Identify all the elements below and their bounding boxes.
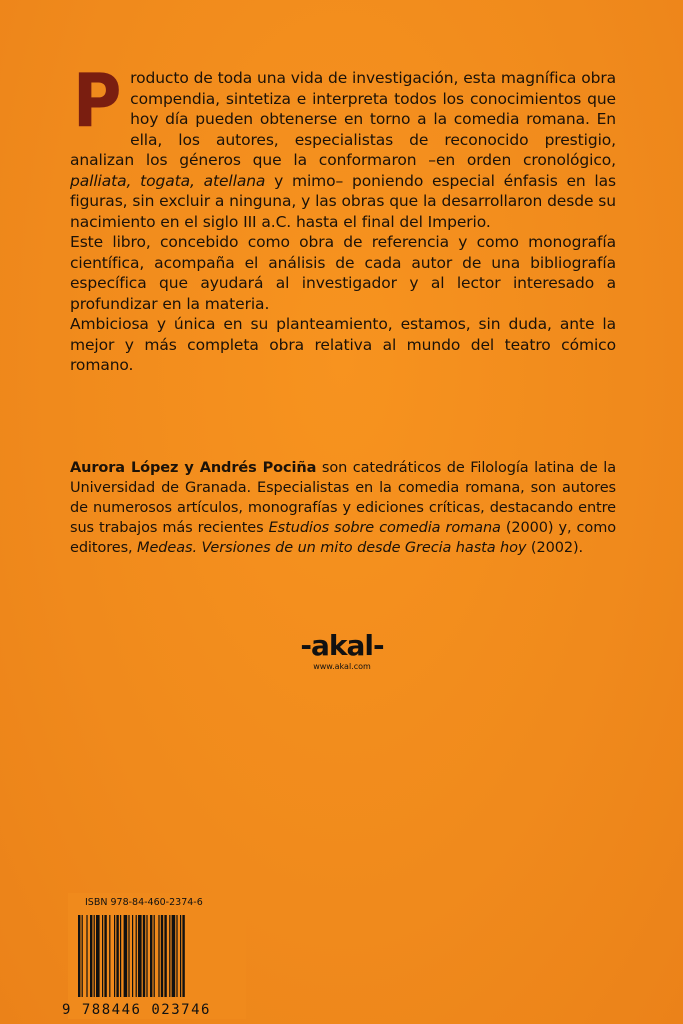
blurb-p1-lead: roducto de toda una vida de investigación, esta magnífica obra compendia, sintetiza e interpreta todos los conocimientos que hoy día pueden obtenerse en torno a la comedia romana. En ella, los autores, especialistas de reconocido prestigio, analizan los géneros que la conformaron –en orden cronológico, bbox=[70, 69, 616, 169]
authors-bio bbox=[70, 458, 616, 558]
barcode-bar bbox=[104, 915, 106, 997]
barcode-bar bbox=[90, 915, 92, 997]
publisher-logo bbox=[296, 630, 388, 672]
barcode-bar bbox=[114, 915, 115, 997]
barcode-bar bbox=[120, 915, 121, 997]
barcode-bar bbox=[116, 915, 118, 997]
authors-bio-text-3: (2002). bbox=[526, 540, 584, 556]
barcode-bar bbox=[146, 915, 147, 997]
barcode-bar bbox=[109, 915, 110, 997]
barcode-bar bbox=[94, 915, 95, 997]
barcode-bar bbox=[143, 915, 145, 997]
barcode-bar bbox=[136, 915, 137, 997]
barcode-bar bbox=[78, 915, 80, 997]
barcode-bar bbox=[182, 915, 184, 997]
barcode-bar bbox=[132, 915, 133, 997]
barcode-bar bbox=[86, 915, 87, 997]
author-names: Aurora López y Andrés Pociña bbox=[70, 460, 317, 476]
barcode bbox=[68, 893, 246, 1019]
barcode-bar bbox=[172, 915, 176, 997]
blurb-p1-rest: y mimo– poniendo especial énfasis en las figuras, sin excluir a ninguna, y las obras que la desarrollaron desde su nacimiento en el siglo III a.C. hasta el final del Imperio. bbox=[70, 171, 616, 231]
barcode-bar bbox=[128, 915, 129, 997]
work-title-1: Estudios sobre comedia romana bbox=[268, 520, 501, 536]
drop-cap: P bbox=[72, 58, 122, 144]
barcode-number: 9 788446 023746 bbox=[62, 1002, 211, 1018]
barcode-bar bbox=[158, 915, 159, 997]
isbn-label: ISBN 978-84-460-2374-6 bbox=[85, 897, 203, 908]
authors-bio-text-2: (2000) y, como editores, bbox=[70, 520, 616, 556]
barcode-bar bbox=[161, 915, 163, 997]
blurb-paragraph-1 bbox=[70, 58, 616, 232]
barcode-bar bbox=[180, 915, 181, 997]
barcode-bar bbox=[154, 915, 155, 997]
barcode-bar bbox=[176, 915, 177, 997]
barcode-bar bbox=[138, 915, 142, 997]
barcode-bar bbox=[150, 915, 152, 997]
barcode-bar bbox=[102, 915, 103, 997]
work-title-2: Medeas. Versiones de un mito desde Grecia hasta hoy bbox=[137, 540, 527, 556]
blurb-paragraph-3: Ambiciosa y única en su planteamiento, estamos, sin duda, ante la mejor y más completa obra relativa al mundo del teatro cómico romano. bbox=[70, 315, 616, 374]
barcode-bar bbox=[124, 915, 128, 997]
akal-logo: -akal- bbox=[300, 629, 384, 662]
blurb-paragraph-2: Este libro, concebido como obra de referencia y como monografía científica, acompaña el análisis de cada autor de una bibliografía específica que ayudará al investigador y al lector interesado a profundizar en la materia. bbox=[70, 233, 616, 313]
publisher-url: www.akal.com bbox=[313, 662, 371, 671]
barcode-bar bbox=[164, 915, 166, 997]
barcode-bar bbox=[169, 915, 170, 997]
authors-bio-text-1: son catedráticos de Filología latina de la Universidad de Granada. Especialistas en la comedia romana, son autores de numerosos artículos, monografías y ediciones críticas, destacando entre sus trabajos más recientes bbox=[70, 460, 616, 536]
blurb-text bbox=[70, 58, 616, 376]
blurb-p1-genres: palliata, togata, atellana bbox=[70, 171, 266, 190]
barcode-bar bbox=[82, 915, 83, 997]
barcode-bar bbox=[96, 915, 100, 997]
